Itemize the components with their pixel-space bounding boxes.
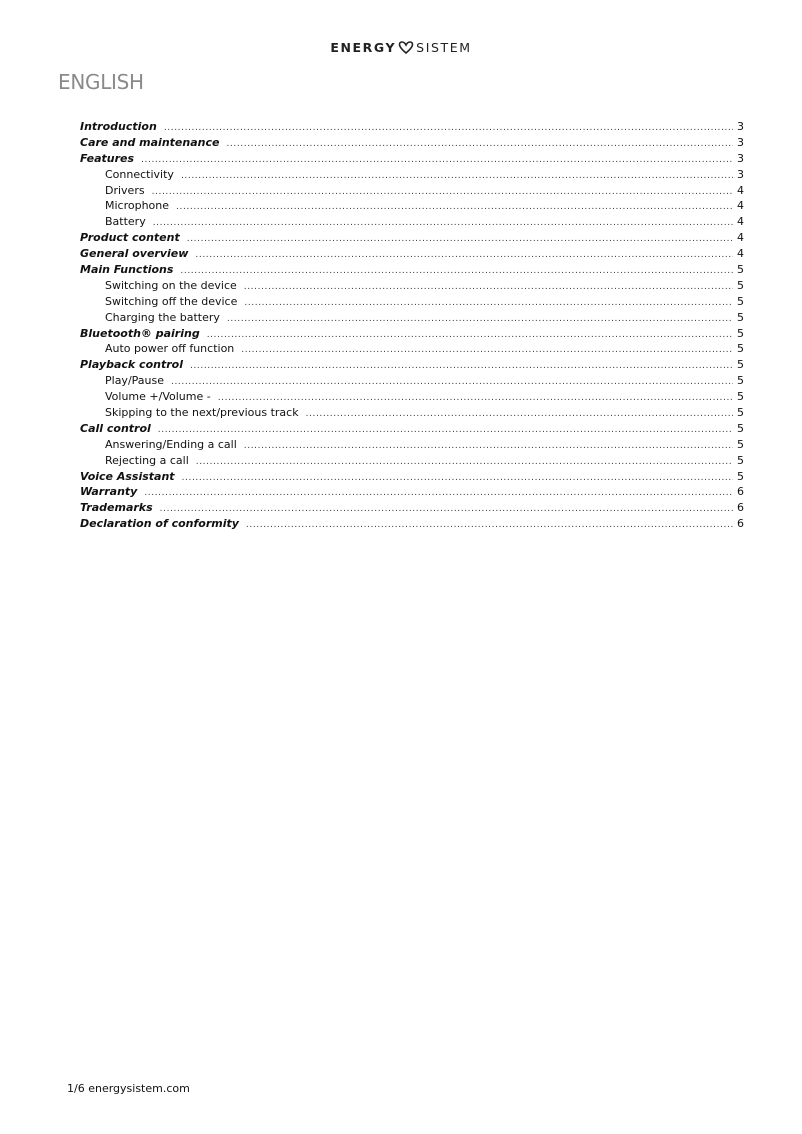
toc-entry-title: Declaration of conformity bbox=[80, 517, 239, 531]
toc-subsection-entry[interactable] bbox=[80, 278, 744, 294]
toc-subsection-entry[interactable] bbox=[80, 453, 744, 469]
toc-entry-title: Features bbox=[80, 151, 135, 165]
toc-entry-title: Rejecting a call bbox=[105, 453, 189, 467]
dot-leader bbox=[153, 216, 733, 232]
table-of-contents bbox=[80, 119, 744, 532]
toc-entry-title: Playback control bbox=[80, 358, 183, 372]
toc-subsection-entry[interactable] bbox=[80, 198, 744, 214]
dot-leader bbox=[226, 137, 733, 153]
toc-entry-page: 5 bbox=[737, 326, 744, 340]
toc-section-entry[interactable] bbox=[80, 500, 744, 516]
toc-section-entry[interactable] bbox=[80, 357, 744, 373]
toc-entry-page: 3 bbox=[737, 135, 744, 149]
toc-entry-title: Voice Assistant bbox=[80, 469, 175, 483]
toc-subsection-entry[interactable] bbox=[80, 183, 744, 199]
toc-entry-page: 4 bbox=[737, 199, 744, 213]
toc-entry-page: 5 bbox=[737, 437, 744, 451]
toc-entry-title: Switching off the device bbox=[105, 294, 238, 308]
dot-leader bbox=[244, 296, 733, 312]
toc-entry-page: 5 bbox=[737, 453, 744, 467]
toc-section-entry[interactable] bbox=[80, 135, 744, 151]
toc-section-entry[interactable] bbox=[80, 421, 744, 437]
toc-entry-page: 5 bbox=[737, 294, 744, 308]
toc-section-entry[interactable] bbox=[80, 262, 744, 278]
dot-leader bbox=[141, 153, 733, 169]
toc-entry-page: 3 bbox=[737, 120, 744, 133]
toc-section-entry[interactable] bbox=[80, 484, 744, 500]
toc-entry-title: Charging the battery bbox=[105, 310, 220, 324]
toc-entry-page: 5 bbox=[737, 421, 744, 435]
dot-leader bbox=[164, 121, 733, 137]
language-heading: ENGLISH bbox=[58, 70, 144, 94]
toc-entry-page: 4 bbox=[737, 247, 744, 261]
toc-entry-page: 5 bbox=[737, 390, 744, 404]
toc-entry-title: Care and maintenance bbox=[80, 135, 220, 149]
dot-leader bbox=[241, 343, 733, 359]
dot-leader bbox=[190, 359, 733, 375]
toc-entry-title: General overview bbox=[80, 247, 189, 261]
toc-entry-title: Call control bbox=[80, 421, 151, 435]
toc-subsection-entry[interactable] bbox=[80, 310, 744, 326]
dot-leader bbox=[227, 312, 733, 328]
dot-leader bbox=[246, 518, 733, 534]
toc-entry-title: Introduction bbox=[80, 120, 157, 133]
toc-entry-page: 6 bbox=[737, 501, 744, 515]
dot-leader bbox=[180, 264, 733, 280]
toc-entry-page: 6 bbox=[737, 485, 744, 499]
toc-entry-page: 5 bbox=[737, 342, 744, 356]
toc-subsection-entry[interactable] bbox=[80, 437, 744, 453]
toc-entry-title: Main Functions bbox=[80, 263, 174, 277]
toc-entry-title: Product content bbox=[80, 231, 180, 245]
toc-entry-page: 5 bbox=[737, 310, 744, 324]
dot-leader bbox=[158, 423, 733, 439]
dot-leader bbox=[187, 232, 733, 248]
toc-entry-title: Warranty bbox=[80, 485, 138, 499]
toc-entry-title: Answering/Ending a call bbox=[105, 437, 237, 451]
toc-section-entry[interactable] bbox=[80, 516, 744, 532]
dot-leader bbox=[182, 471, 733, 487]
toc-section-entry[interactable] bbox=[80, 119, 744, 135]
toc-entry-page: 5 bbox=[737, 278, 744, 292]
toc-section-entry[interactable] bbox=[80, 246, 744, 262]
dot-leader bbox=[152, 185, 733, 201]
toc-section-entry[interactable] bbox=[80, 469, 744, 485]
toc-entry-title: Battery bbox=[105, 215, 146, 229]
logo-text-sistem: SISTEM bbox=[416, 40, 472, 55]
dot-leader bbox=[181, 169, 733, 185]
dot-leader bbox=[144, 486, 733, 502]
dot-leader bbox=[196, 455, 733, 471]
toc-subsection-entry[interactable] bbox=[80, 167, 744, 183]
dot-leader bbox=[244, 280, 733, 296]
dot-leader bbox=[176, 200, 733, 216]
dot-leader bbox=[306, 407, 733, 423]
toc-section-entry[interactable] bbox=[80, 151, 744, 167]
dot-leader bbox=[160, 502, 733, 518]
toc-section-entry[interactable] bbox=[80, 230, 744, 246]
toc-entry-title: Bluetooth® pairing bbox=[80, 326, 200, 340]
toc-entry-title: Volume +/Volume - bbox=[105, 390, 211, 404]
toc-entry-title: Connectivity bbox=[105, 167, 174, 181]
toc-entry-page: 4 bbox=[737, 215, 744, 229]
page-footer: 1/6 energysistem.com bbox=[67, 1082, 190, 1095]
dot-leader bbox=[244, 439, 733, 455]
toc-subsection-entry[interactable] bbox=[80, 373, 744, 389]
toc-entry-page: 5 bbox=[737, 374, 744, 388]
toc-entry-page: 5 bbox=[737, 358, 744, 372]
toc-subsection-entry[interactable] bbox=[80, 389, 744, 405]
dot-leader bbox=[195, 248, 733, 264]
toc-entry-title: Skipping to the next/previous track bbox=[105, 406, 299, 420]
toc-entry-page: 6 bbox=[737, 517, 744, 531]
toc-entry-title: Microphone bbox=[105, 199, 170, 213]
toc-entry-page: 5 bbox=[737, 406, 744, 420]
toc-subsection-entry[interactable] bbox=[80, 405, 744, 421]
toc-entry-page: 5 bbox=[737, 469, 744, 483]
toc-entry-title: Auto power off function bbox=[105, 342, 235, 356]
toc-entry-page: 3 bbox=[737, 151, 744, 165]
toc-entry-title: Switching on the device bbox=[105, 278, 237, 292]
toc-entry-title: Play/Pause bbox=[105, 374, 164, 388]
logo-text-energy: ENERGY bbox=[330, 40, 397, 55]
toc-entry-page: 3 bbox=[737, 167, 744, 181]
toc-subsection-entry[interactable] bbox=[80, 214, 744, 230]
toc-entry-page: 4 bbox=[737, 183, 744, 197]
toc-subsection-entry[interactable] bbox=[80, 294, 744, 310]
toc-entry-title: Drivers bbox=[105, 183, 145, 197]
toc-entry-page: 5 bbox=[737, 263, 744, 277]
toc-entry-title: Trademarks bbox=[80, 501, 153, 515]
toc-section-entry[interactable] bbox=[80, 326, 744, 342]
toc-subsection-entry[interactable] bbox=[80, 341, 744, 357]
heart-check-icon bbox=[398, 41, 414, 54]
dot-leader bbox=[171, 375, 733, 391]
toc-entry-page: 4 bbox=[737, 231, 744, 245]
brand-logo bbox=[0, 40, 802, 55]
dot-leader bbox=[207, 328, 733, 344]
